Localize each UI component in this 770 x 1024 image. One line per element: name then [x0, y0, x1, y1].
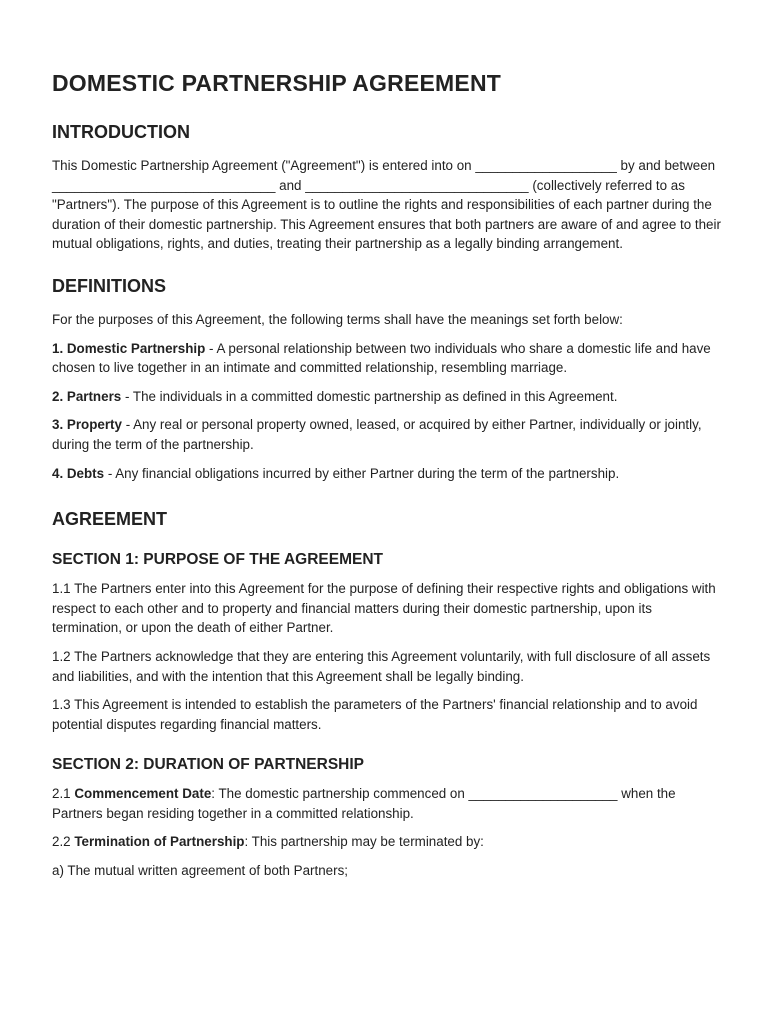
definition-item [52, 464, 722, 484]
agreement-heading: AGREEMENT [52, 509, 168, 530]
definition-text: - A personal relationship between two individuals who share a domestic life and have chosen to live together in an intimate and committed relationship, resembling marriage. [52, 340, 711, 376]
clause-text: : This partnership may be terminated by: [244, 834, 484, 850]
definition-item [52, 415, 722, 454]
section1-paragraph: 1.3 This Agreement is intended to establish the parameters of the Partners' financial relationship and to avoid potential disputes regarding financial matters. [52, 697, 698, 732]
definition-term: 4. Debts [52, 465, 105, 481]
clause-text: : The domestic partnership commenced on ____________________ when the Partners began residing together in a committed relationship. [52, 786, 676, 821]
definition-term: 2. Partners [52, 388, 122, 404]
section2-paragraph [52, 832, 722, 852]
section2-paragraph: a) The mutual written agreement of both Partners; [52, 863, 348, 879]
definitions-intro: For the purposes of this Agreement, the following terms shall have the meanings set forth below: [52, 311, 623, 327]
clause-number: 2.1 [52, 786, 75, 802]
section2-heading: SECTION 2: DURATION OF PARTNERSHIP [52, 756, 365, 774]
section2-paragraph [52, 784, 722, 823]
section1-heading: SECTION 1: PURPOSE OF THE AGREEMENT [52, 551, 383, 569]
section1-paragraph: 1.2 The Partners acknowledge that they are entering this Agreement voluntarily, with full disclosure of all assets and liabilities, and with the intention that this Agreement shall be legally binding. [52, 648, 711, 684]
introduction-heading: INTRODUCTION [52, 122, 190, 142]
definition-item [52, 339, 722, 378]
clause-number: 2.2 [52, 834, 75, 850]
definition-term: 1. Domestic Partnership [52, 340, 206, 356]
section1-paragraph: 1.1 The Partners enter into this Agreement for the purpose of defining their respective rights and obligations with respect to each other and to property and financial matters during their domestic partnership, upon its termination, or upon the death of either Partner. [52, 581, 716, 636]
definition-text: - Any real or personal property owned, leased, or acquired by either Partner, individually or jointly, during the term of the partnership. [52, 417, 702, 452]
definition-item [52, 387, 722, 407]
document-title: DOMESTIC PARTNERSHIP AGREEMENT [52, 70, 501, 96]
clause-term: Termination of Partnership [74, 834, 245, 850]
definition-term: 3. Property [52, 417, 122, 433]
definition-text: - The individuals in a committed domestic partnership as defined in this Agreement. [121, 388, 618, 404]
introduction-paragraph: This Domestic Partnership Agreement ("Agreement") is entered into on ___________________ by and between ______________________________ and ______________________________ (collectively referred to as "Partners"). The purpose of this Agreement is to outline the rights and responsibilities of each partner during the duration of their domestic partnership. This Agreement ensures that both partners are aware of and agree to their mutual obligations, rights, and duties, treating their partnership as a legally binding arrangement. [52, 158, 721, 252]
definitions-heading: DEFINITIONS [52, 275, 167, 296]
definition-text: - Any financial obligations incurred by either Partner during the term of the partnership. [104, 465, 620, 481]
clause-term: Commencement Date [74, 786, 212, 802]
